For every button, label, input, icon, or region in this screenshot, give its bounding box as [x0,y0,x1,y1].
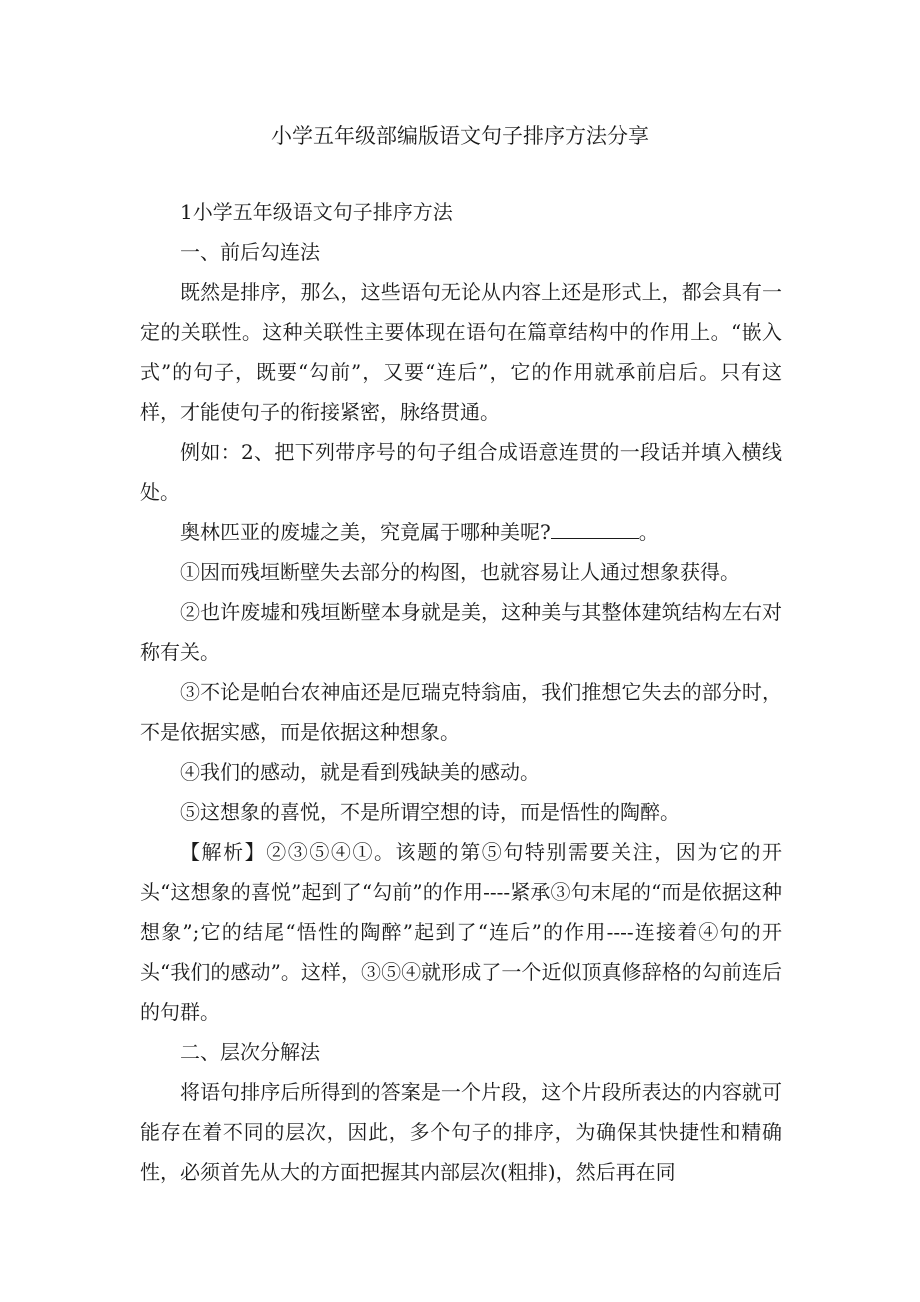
paragraph: 既然是排序，那么，这些语句无论从内容上还是形式上，都会具有一定的关联性。这种关联性主要体现在语句在篇章结构中的作用上。“嵌入式”的句子，既要“勾前”，又要“连后”，它的作用就承前启后。只有这样，才能使句子的衔接紧密，脉络贯通。 [140,280,782,424]
section-heading: 1小学五年级语文句子排序方法 [180,200,453,224]
question-line [140,512,782,552]
paragraph: 将语句排序后所得到的答案是一个片段，这个片段所表达的内容就可能存在着不同的层次，因此，多个句子的排序，为确保其快捷性和精确性，必须首先从大的方面把握其内部层次(粗排)，然后再在同 [140,1080,782,1184]
subsection-heading: 一、前后勾连法 [180,240,320,264]
answer-blank [551,516,639,539]
subsection-heading: 二、层次分解法 [180,1040,320,1064]
list-item: ②也许废墟和残垣断壁本身就是美，这种美与其整体建筑结构左右对称有关。 [140,600,782,664]
document-body [140,192,782,1192]
question-end-punct: 。 [638,520,659,544]
list-item: ⑤这想象的喜悦，不是所谓空想的诗，而是悟性的陶醉。 [180,800,680,824]
paragraph: 例如：2、把下列带序号的句子组合成语意连贯的一段话并填入横线处。 [140,440,782,504]
analysis-paragraph: 【解析】②③⑤④①。该题的第⑤句特别需要关注，因为它的开头“这想象的喜悦”起到了“勾前”的作用----紧承③句末尾的“而是依据这种想象”;它的结尾“悟性的陶醉”起到了“连后”的作用----连接着④句的开头“我们的感动”。这样，③⑤④就形成了一个近似顶真修辞格的勾前连后的句群。 [140,840,782,1024]
list-item: ①因而残垣断壁失去部分的构图，也就容易让人通过想象获得。 [180,560,740,584]
list-item: ③不论是帕台农神庙还是厄瑞克特翁庙，我们推想它失去的部分时，不是依据实感，而是依据这种想象。 [140,680,782,744]
document-title: 小学五年级部编版语文句子排序方法分享 [271,124,649,148]
list-item: ④我们的感动，就是看到残缺美的感动。 [180,760,540,784]
question-text: 奥林匹亚的废墟之美，究竟属于哪种美呢? [180,520,551,544]
